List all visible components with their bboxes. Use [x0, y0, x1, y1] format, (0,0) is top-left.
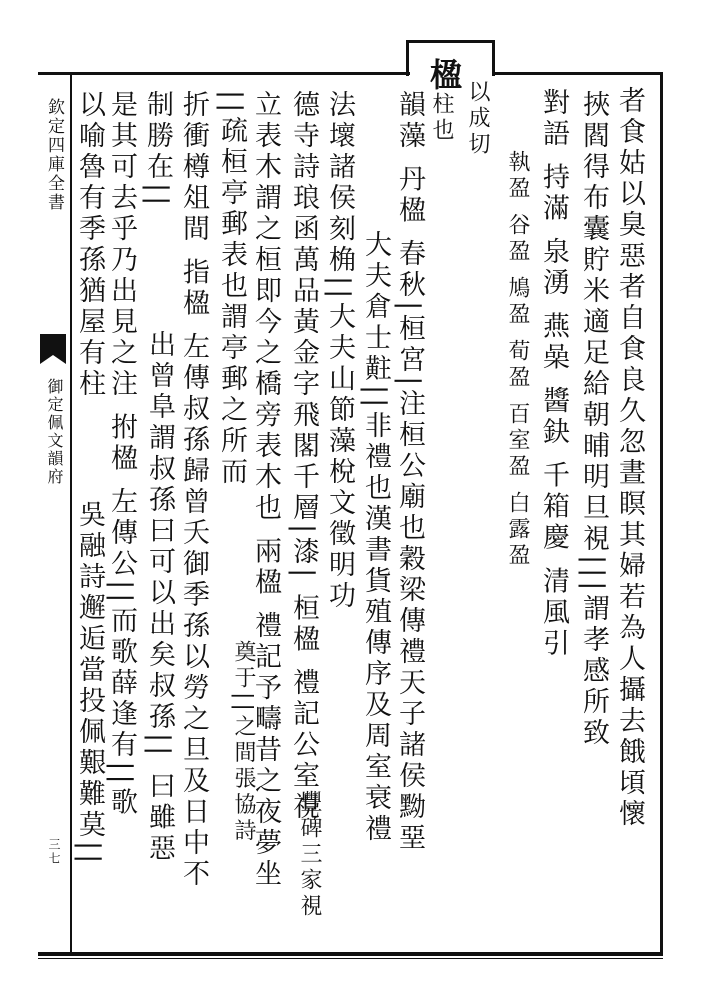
head-character: 楹	[430, 56, 463, 94]
volume-title: 御定佩文韻府	[45, 378, 64, 486]
text-column-17: 以喻魯有季孫猶屋有柱	[74, 90, 105, 400]
bottom-frame-line	[38, 952, 663, 956]
bottom-frame-thin-line	[38, 958, 663, 959]
text-column-4: 執盈 谷盈 鳩盈 荀盈 百室盈 白露盈	[505, 150, 530, 569]
page-number: 三七	[47, 838, 61, 866]
fishtail-mark-icon	[40, 334, 66, 364]
right-frame-line	[660, 72, 663, 954]
text-column-9: 豐碑三家視	[297, 790, 322, 920]
text-column-18: 吳融詩邂逅當投佩艱難莫||	[74, 500, 105, 868]
text-column-14: 制勝在||	[142, 90, 173, 210]
text-column-2: 挾閻得布囊貯米適足給朝晡明旦視|||謂孝感所致	[578, 90, 609, 750]
text-column-3: 對語 持滿 泉湧 燕喿 醬鈌 千箱慶 清風引	[538, 88, 569, 660]
text-column-11: ||疏桓亭郵表也謂亭郵之所而	[216, 90, 247, 489]
text-column-13: 折衝樽俎間 指楹 左傳叔孫歸曾夭御季孫以勞之旦及日中不	[178, 90, 209, 891]
top-frame-line-right	[492, 72, 662, 75]
text-column-12: 奠于||之間張協詩	[231, 640, 256, 845]
reading-line-2: 柱也	[429, 92, 454, 144]
text-column-10: 立表木謂之桓即今之橋旁表木也 兩楹 禮記予疇昔之夜夢坐	[250, 90, 281, 891]
page-margin	[38, 78, 70, 948]
text-column-7: 法壞諸侯刻桷||大夫山節藻梲文徵明功	[324, 90, 355, 613]
top-frame-line-left	[38, 72, 410, 75]
text-column-6: 大夫倉士黈||非禮也漢書貨殖傳序及周室衰禮	[360, 230, 391, 846]
head-tab-right-line	[492, 40, 495, 76]
head-tab-left-line	[406, 40, 409, 76]
reading-line-1: 以成切	[465, 80, 490, 158]
book-title: 欽定四庫全書	[44, 98, 64, 212]
text-column-8: 德寺詩琅函萬品黃金字飛閣千層|漆| 桓楹 禮記公室視	[288, 90, 319, 824]
text-column-15: 出曾阜謂叔孫曰可以出矣叔孫|| 曰雖惡	[144, 330, 175, 865]
head-tab-top-line	[406, 40, 494, 43]
text-column-5: 韻藻 丹楹 春秋|桓宮|注桓公廟也穀梁傳禮天子諸侯黝堊	[394, 90, 425, 855]
text-column-16: 是其可去乎乃出見之注 拊楹 左傳公||而歌薛逢有||歌	[106, 90, 137, 819]
text-column-1: 者食姑以臭惡者自食良久忽晝瞑其婦若為人攝去餓頃懷	[614, 86, 645, 830]
